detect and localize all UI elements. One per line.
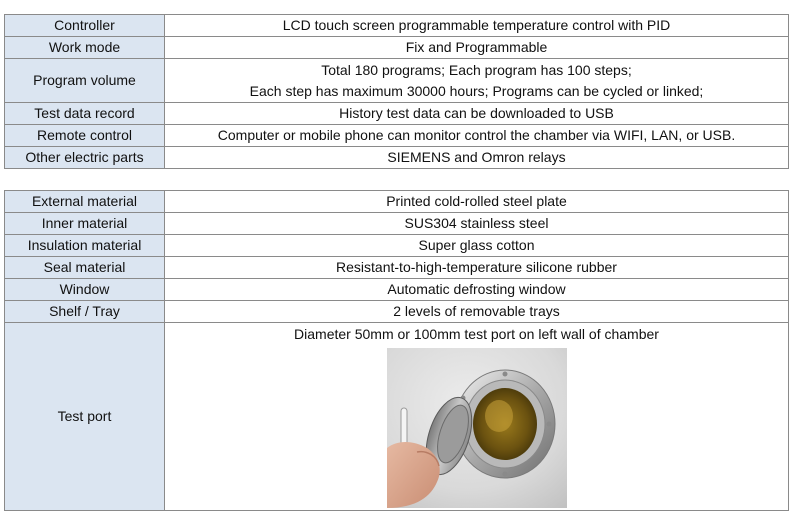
row-value: Fix and Programmable (165, 37, 789, 59)
table-row (5, 103, 789, 125)
row-value: Computer or mobile phone can monitor control the chamber via WIFI, LAN, or USB. (165, 125, 789, 147)
table-row (5, 257, 789, 279)
row-value-line: Each step has maximum 30000 hours; Programs can be cycled or linked; (249, 82, 704, 99)
row-label: Work mode (5, 37, 165, 59)
row-label: Window (5, 279, 165, 301)
row-label: Shelf / Tray (5, 301, 165, 323)
control-spec-table (4, 14, 789, 169)
row-value: 2 levels of removable trays (165, 301, 789, 323)
row-label: Remote control (5, 125, 165, 147)
table-row (5, 323, 789, 511)
row-label: Other electric parts (5, 147, 165, 169)
row-label: External material (5, 191, 165, 213)
row-value-line: Total 180 programs; Each program has 100 steps; (321, 61, 632, 78)
row-label: Insulation material (5, 235, 165, 257)
row-label: Controller (5, 15, 165, 37)
row-value (165, 59, 789, 103)
row-label: Test port (5, 323, 165, 511)
row-value: History test data can be downloaded to USB (165, 103, 789, 125)
row-label: Test data record (5, 103, 165, 125)
row-value: SIEMENS and Omron relays (165, 147, 789, 169)
table-row (5, 37, 789, 59)
row-value: Automatic defrosting window (165, 279, 789, 301)
row-value: Resistant-to-high-temperature silicone rubber (165, 257, 789, 279)
table-row (5, 59, 789, 103)
table-row (5, 301, 789, 323)
table-row (5, 235, 789, 257)
row-value: SUS304 stainless steel (165, 213, 789, 235)
table-row (5, 213, 789, 235)
table-row (5, 279, 789, 301)
row-value: Super glass cotton (165, 235, 789, 257)
table-row (5, 125, 789, 147)
row-label: Seal material (5, 257, 165, 279)
row-label: Program volume (5, 59, 165, 103)
material-spec-table (4, 190, 789, 511)
test-port-photo (387, 348, 567, 508)
table-row (5, 15, 789, 37)
row-label: Inner material (5, 213, 165, 235)
row-value: Printed cold-rolled steel plate (165, 191, 789, 213)
table-row (5, 147, 789, 169)
test-port-description: Diameter 50mm or 100mm test port on left wall of chamber (294, 326, 659, 342)
row-value (165, 323, 789, 511)
table-row (5, 191, 789, 213)
row-value: LCD touch screen programmable temperature control with PID (165, 15, 789, 37)
